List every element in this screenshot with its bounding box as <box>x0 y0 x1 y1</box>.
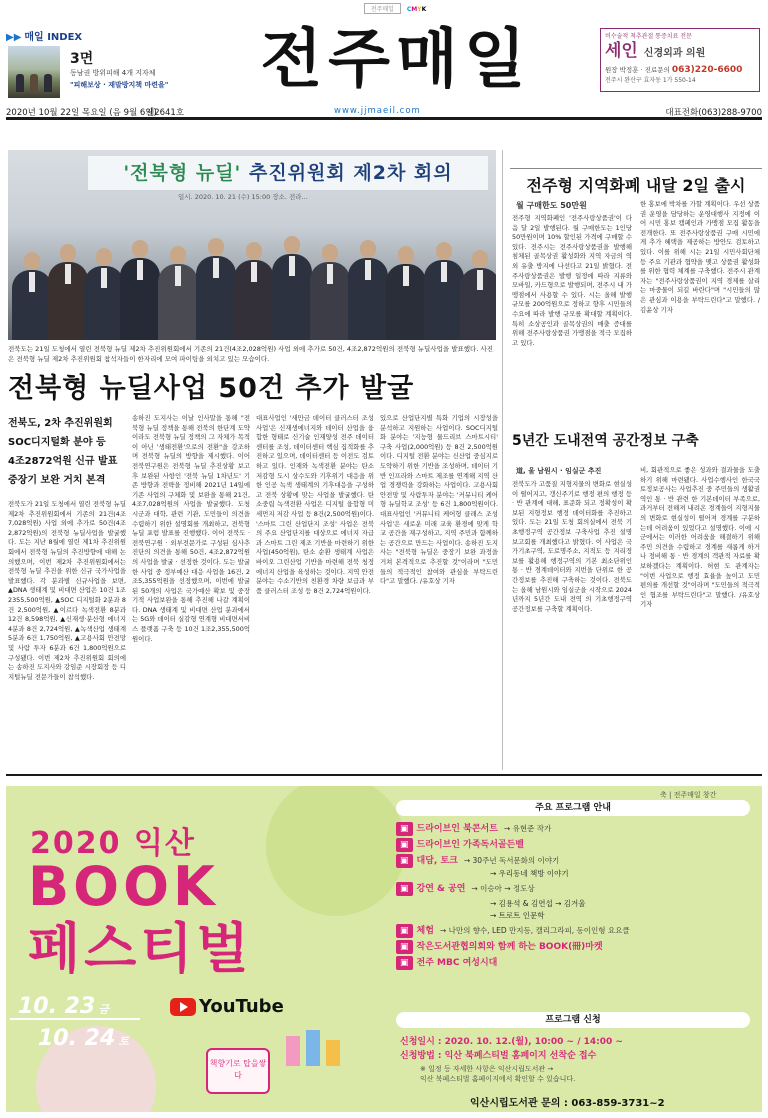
apply-method: 신청방법 : 익산 북페스티벌 홈페이지 선착순 접수 <box>400 1051 597 1061</box>
bullet-icon: ▣ <box>396 838 413 852</box>
index-page: 3면 <box>70 51 94 67</box>
photo-banner <box>88 156 488 190</box>
double-arrow-icon: ▶▶ <box>6 32 22 43</box>
program-sub: → 30주년 독서문화의 이야기 <box>463 856 560 865</box>
program-sub: → 나만의 향수, LED 만지등, 캘리그라피, 동이인형 요요클 <box>439 926 630 935</box>
youtube-logo[interactable] <box>170 996 284 1017</box>
subhead-2: SOC디지털화 분야 등 <box>8 437 106 448</box>
festival-title: 페스티벌 <box>28 917 253 980</box>
right-col-2: 한 홍보에 박차를 가할 계획이다. 우선 상품권 운영을 담당하는 운영대행사 지정에 이어 시민 홍보 캠페인과 가맹점 모집 활동을 전개한다. 또 전주사랑상품권 구매 시민에게 추가 혜택을 제공하는 방안도 검토하고 있다. 이를 위해 시는 21일 시민사회단체 등 주요 기관과 협약을 맺고 상품권 활성화를 위한 협력 체계를 구축했다. 전주시 관계자는 "전주사랑상품권이 지역 경제를 살리는 마중물이 되길 바란다"며 "시민들의 많은 관심과 이용을 부탁드린다"고 말했다. /김윤상 기자 <box>640 200 760 314</box>
edition-label: 전주매일 <box>364 3 401 14</box>
right2-col-1: 전북도가 고품질 지형지물의 변화로 현실성이 떨어지고, 갱신주기로 행정 편의 행정 등 · 반 관계에 대해, 표준화 되고 정확성이 확보된 지형정보 행정 데이터화를 추진하고 있다. 도는 21일 도청 회의실에서 전북 기초행정구역 공간정보 구축사업 추진 설명 보고회를 개최했다고 밝혔다. 이 사업은 국가기초구역, 도로명주소, 지적도 등 지리정보를 활용해 행정구역의 기본 최소단위인 통 · 반 경계데이터와 지번을 단위로 한 공간정보를 추진해 구축하는 것이다. 전북도는 올해 남원시와 임실군을 시작으로 2024년까지 5년간 도내 전역 의 기초행정구역 공간정보를 구축할 계획이다. <box>512 480 632 613</box>
cmyk-k: K <box>421 6 427 13</box>
program-title: 주요 프로그램 안내 <box>396 800 750 816</box>
banner-left: '전북형 뉴딜' <box>123 162 242 184</box>
bullet-icon: ▣ <box>396 956 413 970</box>
festival-year: 2020 익산 <box>30 826 196 861</box>
cmyk-y: Y <box>417 6 422 13</box>
right-col-1: 전주형 지역화폐인 '전주사랑상품권'이 다음 달 2일 발행된다. 월 구매한도는 1인당 50만원이며 10% 할인된 가격에 구매할 수 있다. 전주시는 전주사랑상품권을 발행해 침체된 골목상권 활성화와 지역 자금의 역외 유출 방지에 나선다고 21일 밝혔다. 전주사랑상품권은 발행 일정에 따라 지류와 모바일, 카드형으로 발행되며, 전주시 내 가맹점에서 사용할 수 있다. 시는 올해 발행 규모를 200억원으로 정하고 향후 시민들의 수요에 따라 발행 규모를 확대할 계획이다. 특히 소상공인과 골목상권의 매출 증대를 위해 전주사랑상품권 가맹점을 적극 모집하고 있다. <box>512 214 632 347</box>
program-txt: 드라이브인 북콘서트 <box>416 824 498 834</box>
director-name: 박정훈 <box>619 66 639 74</box>
main-col-3: 대표사업인 '새만금 데이터 클러스터 조성사업'은 신재생에너지와 데이터 산업을 융합한 형태로 신기술 인재양성 전주 데이터센터를 조성, 데이터센터 핵심 집적화를 추진하고 있으며, 데이터센터 등 이전도 검토하고 있다. 인재와 녹색전환 분야는 탄소 저감형 도시 상수도와 기후위기 대응을 위한 인공 녹색 생태계의 기후대응을 구성하고 전북 상황에 맞는 사업을 발굴했다. 탄소중립 녹색전환 사업은 디지털 융합형 미세먼지 저감 사업 등 8건(2,500억원)이다. '스마트 그린 산업단지 조성' 사업은 전북의 주요 산업단지를 대상으로 에너지 자급과 스마트 그린 제조 기반을 마련하기 위한 사업(450억원), 탄소 순환 생태계 사업은 바이오 그린산업 기반을 마련해 전북 청정 에너지 산업을 육성하는 것이다. 지역 안전 분야는 수소기반의 친환경 차량 보급과 부품 클러스터 조성 등 8건 2,724억원이다. <box>256 414 374 595</box>
cmyk-m: M <box>411 6 418 13</box>
index-thumbnail <box>8 46 60 98</box>
right-subhead: 월 구매한도 50만원 <box>516 201 587 210</box>
program-txt: 작은도서관협의회와 함께 하는 BOOK(冊)마켓 <box>416 942 603 952</box>
program-txt: 강연 & 공연 <box>416 884 466 894</box>
bullet-icon: ▣ <box>396 924 413 938</box>
program-item <box>396 940 603 954</box>
clinic-ad[interactable] <box>600 28 760 92</box>
ad-divider <box>6 774 762 776</box>
index-title <box>6 28 256 43</box>
right2-byline: 道, 울 남원시 · 임실군 추진 <box>516 467 602 475</box>
apply-note-2: 익산 북페스티벌 홈페이지에서 확인할 수 있습니다. <box>420 1075 576 1083</box>
issue-number: 제2641호 <box>146 108 185 118</box>
director-label: 원장 <box>605 66 618 74</box>
bullet-icon: ▣ <box>396 940 413 954</box>
newspaper-logo: 전주매일 <box>260 23 532 97</box>
banner-right: 추진위원회 제2차 회의 <box>241 162 453 184</box>
issue-date: 2020년 10월 22일 목요일 (음 9월 6일) <box>6 108 157 118</box>
lead-photo <box>8 150 496 340</box>
main-phone: 대표전화(063)288-9700 <box>665 108 762 118</box>
main-subheads <box>8 414 126 490</box>
clinic-name <box>605 40 755 65</box>
program-item <box>396 822 551 836</box>
right2-col-2: 비, 회관적으로 좋은 성과와 결과물을 도출하기 위해 마련됐다. 사업수행사인 한국국토정보공사는 사업추진 중 주민들의 생활권역인 통 · 반 관련 한 기본데이터 부족으로, 과거부터 전해져 내려온 경계들이 지형지물의 변화로 현실성이 떨어져 경계를 구분하는데 어려움이 있었다고 설명했다. 이에 시군에서는 이러한 어려움을 해결하기 위해 주민 의견을 수렴하고 경계를 새롭게 하거나 정비해 통 · 반 경계의 객관적 자료를 확보하겠다는 계획이다. 허현 도 관계자는 "이번 사업으로 행정 효율을 높이고 도민 편의를 개선할 것"이라며 "도민들의 적극적인 협조를 부탁드린다"고 말했다. /유호상 기자 <box>640 466 760 609</box>
index-line1: 동남권 방위피해 4개 지자체 <box>70 69 156 77</box>
program-txt: 전주 MBC 여성시대 <box>416 958 498 968</box>
subhead-4: 중장기 보완 거치 본격 <box>8 475 106 486</box>
main-col-1: 전북도가 21일 도청에서 열린 전북형 뉴딜 제2차 추진위원회에서 기존의 21건(4조 7,028억원) 사업 외에 추가로 50건(4조 2,872억원)의 전북형 뉴딜사업을 발굴했다. 도는 지난 8월에 열린 제1차 추진위원회에서 전북형 뉴딜의 추진방향에 대해 논의했으며, 이번 제2차 추진위원회에서는 전북형 뉴딜 추진을 위한 신규 국가사업을 발표했다. 각 분과별 신규사업을 보면, ▲DNA 생태계 및 비대면 산업은 10건 1조 2355,500억원, ▲SOC 디지털화 2분과 8건 2,500억원, ▲이르다 녹색전환 8분과 12건 8,598억원, ▲신재생·분산형 에너지 4분과 8건 2,724억원, ▲녹색산업 생태계 5분과 6건 1,750억원, ▲고용사회 안전망 및 사람 투자 6분과 6건 1,800억원으로 구성됐다. 이번 제2차 추진위원회 회의에는 송하진 도지사와 강임준 시장회장 등 디지털뉴딜 전문가들이 참석했다. <box>8 500 126 681</box>
index-box[interactable] <box>6 28 256 100</box>
photo-people <box>8 210 496 340</box>
organizer-contact: 익산시립도서관 문의 : 063-859-3731~2 <box>470 1098 665 1109</box>
site-url[interactable]: www.jjmaeil.com <box>334 106 421 116</box>
program-txt: 체험 <box>416 926 434 936</box>
tel-number: 063)220-6600 <box>671 65 743 75</box>
program-item <box>396 854 559 868</box>
program-item <box>396 924 630 938</box>
main-col-2: 송하진 도지사는 이날 인사말을 통해 "전북형 뉴딜 정책을 통해 전북의 한단계 도약이라도 전북형 뉴딜 정책의 그 자체가 목적이 아닌 '생태전환'으로의 전환"을 강조하며 전북형 뉴딜의 방향을 제시했다. 이어 전북연구원은 전북형 뉴딜 추진상황 보고 후 보완된 사항인 '전북 뉴딜 1차년도' 기존 방향과 전략을 정비해 2021년 14일에 기존 사업의 구체화 및 보완을 통해 21건, 4조7,028억원의 사업을 발굴했다. 도청 시군과 대학, 관련 기관, 도민들이 의견을 수렴하기 위한 설명회를 개최하고, 전북형 뉴딜 포럼 발표를 진행했다. 이어 전북도 · 전북연구원 · 외부전문가로 구성된 심사추진단의 의견을 통해 50건, 4조2,872억원의 사업을 발굴 · 선정한 것이다. 도는 발굴한 사업 중 정부예산 대응 사업을 16건, 2조5,355억원을 선정했으며, 이번에 발굴된 50개의 사업은 국가예산 확보 및 중장기적 사업보완을 통해 추진해 나갈 계획이다. DNA 생태계 및 비대면 산업 분과에서는 5G와 데이터 실감형 연계형 비대면서비스 플랫폼 구축 등 10건 1조2,355,500억원이다. <box>132 414 250 643</box>
clinic-tel: 원장 박정훈 · 진료문의 063)220-6600 <box>605 65 743 75</box>
youtube-play-icon <box>170 998 196 1016</box>
banner-sub: 일시. 2020. 10. 21 (수) 15:00 장소. 전라... <box>178 193 308 201</box>
program-item <box>396 838 524 852</box>
photo-caption: 전북도는 21일 도청에서 열린 전북형 뉴딜 제2차 추진위원회에서 기존의 21건(4조2,028억원) 사업 외에 추가로 50건, 4조2,872억원의 전북형 뉴딜사업을 발표했다. 사진은 전북형 뉴딜 제2차 추진위원회 참석자들이 한자리에 모여 파이팅을 외치고 있는 모습이다. <box>8 345 494 363</box>
column-divider <box>502 150 503 770</box>
program-sub: → 김용석 & 김연섭 → 김겨울 <box>490 899 586 908</box>
date1-text: 10. 23 <box>18 994 96 1019</box>
clinic-tagline: 비수술적 척추관절 통증치료 전문 <box>605 33 692 40</box>
clinic-address: 전주시 완산구 효자동 1가 550-14 <box>605 77 696 84</box>
right2-headline[interactable]: 5년간 도내전역 공간정보 구축 <box>512 433 699 449</box>
apply-date: 신청일시 : 2020. 10. 12.(월), 10:00 ~ / 14:00 ~ <box>400 1037 623 1047</box>
festival-date-1 <box>18 994 109 1019</box>
program-txt: 드라이브인 가족독서골든벨 <box>416 840 524 850</box>
festival-date-2 <box>38 1026 129 1051</box>
bullet-icon: ▣ <box>396 854 413 868</box>
program-sub: → 우리동네 책방 이야기 <box>490 869 569 878</box>
program-sub: → 유현준 작가 <box>503 824 552 833</box>
main-headline[interactable]: 전북형 뉴딜사업 50건 추가 발굴 <box>8 373 415 404</box>
program-sub: → 트로트 인문학 <box>490 911 545 920</box>
clinic-name-suffix: 신경외과 의원 <box>643 48 706 59</box>
date2-text: 10. 24 <box>38 1026 116 1051</box>
festival-stamp: 책향기로 탑을쌓다 <box>206 1048 270 1094</box>
program-sub: → 이승아 → 정도상 <box>471 884 535 893</box>
bullet-icon: ▣ <box>396 822 413 836</box>
date2-day: 토 <box>118 1035 129 1048</box>
program-item <box>396 956 497 970</box>
festival-book: BOOK <box>28 855 219 918</box>
right-headline[interactable]: 전주형 지역화폐 내달 2일 출시 <box>510 168 762 197</box>
date1-day: 금 <box>98 1003 109 1016</box>
bullet-icon: ▣ <box>396 882 413 896</box>
youtube-text: YouTube <box>199 996 284 1017</box>
tel-label: 진료문의 <box>644 66 670 74</box>
cmyk-c: C <box>406 6 412 13</box>
subhead-3: 4조2872억원 신규 발표 <box>8 456 118 467</box>
apply-title: 프로그램 신청 <box>396 1012 750 1028</box>
index-line2: "피해보상 · 재발방지책 마련을" <box>70 81 169 89</box>
program-item <box>396 882 535 896</box>
subhead-1: 전북도, 2차 추진위원회 <box>8 418 113 429</box>
apply-note-1: ※ 일정 등 자세한 사항은 익산시립도서관 → <box>420 1065 554 1073</box>
clinic-name-main: 세인 <box>605 41 638 61</box>
main-col-4: 있으로 산업단지별 특화 기업의 시장성을 분석하고 지원하는 사업이다. SOC디지털화 분야는 '지능형 물드리브 스마트시티' 구축 사업(2,000억원) 등 8건 2,500억원이다. 디지털 전환 분야는 신산업 중심지로 도약하기 위한 기반을 조성하며, 데이터 기반 인프라와 스마트 제조를 연계해 지역 산업 경쟁력을 강화하는 사업이다. 고용사회 안전망 및 사람투자 분야는 '커뮤니티 케어형 뉴딜학교 조성' 등 6건 1,800억원이다. 대표사업인 '커뮤니티 케어형 클래스 조성사업'은 새로운 미래 교육 환경에 맞게 학교 공간을 재구성하고, 지역 주민과 함께하는 공간으로 만드는 사업이다. 송하진 도지사는 "전북형 뉴딜은 중장기 보완 과정을 거쳐 본격적으로 추진할 것"이라며 "도민들의 적극적인 참여와 관심을 부탁드린다"고 말했다. /유호상 기자 <box>380 414 498 586</box>
program-txt: 대담, 토크 <box>416 856 458 866</box>
index-title-text: 매일 INDEX <box>24 32 83 43</box>
edition-mark <box>335 3 455 13</box>
ad-corner-text: 축 | 전주매일 창간 <box>660 791 717 799</box>
dateline <box>6 106 762 120</box>
